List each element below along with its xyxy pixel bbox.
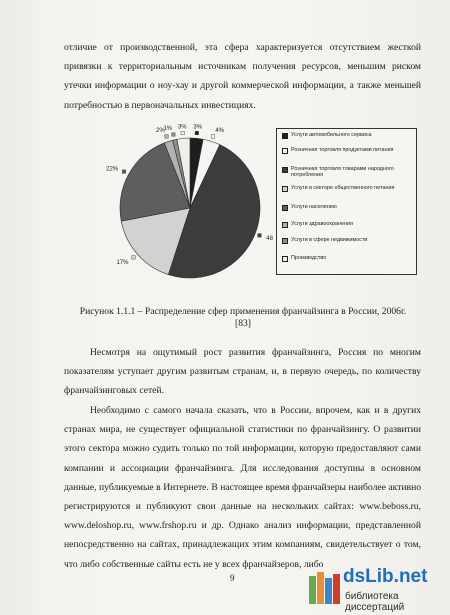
- paragraph-3: Необходимо с самого начала сказать, что в России, впрочем, как и в других странах мира, не существует официальной статистики по франчайзингу. О развитии этого сектора можно судить только по той информации, которую предоставляют сами компании и ассоциации франчайзинга. Для исследования доступны в основном данные, публикуемые в Интернете. В настоящее время франчайзеры наиболее активно регистрируются и публикуют свои данные на нескольких сайтах: www.beboss.ru, www.deloshop.ru, www.frshop.ru и др. Однако анализ информации, представленной непосредственно на сайтах, принадлежащих этим компаниям, свидетельствует о том, что либо собственные сайты есть не у всех франчайзеров, либо: [64, 405, 421, 570]
- books-logo-icon: [305, 566, 345, 606]
- legend-label-6: Услуги здравоохранения: [291, 221, 353, 227]
- legend-label-5: Услуги населению: [291, 204, 337, 210]
- legend-swatch-6: [282, 222, 288, 228]
- pie-label-marker-3: [258, 234, 262, 238]
- pie-label-marker-8: [181, 131, 185, 135]
- watermark-subtitle: библиотека диссертаций: [345, 591, 405, 613]
- figure-caption: Рисунок 1.1.1 – Распределение сфер применения франчайзинга в России, 2006г. [83]: [79, 306, 407, 329]
- pie-label-marker-1: [195, 131, 199, 135]
- pie-label-1: 3%: [193, 124, 203, 131]
- pie-label-4: 17%: [116, 260, 129, 267]
- pie-label-7: 1%: [163, 125, 173, 132]
- legend-label-4: Услуги в секторе общественного питания: [291, 185, 395, 191]
- pie-label-8: 3%: [177, 124, 187, 131]
- legend-label-2: Розничная торговля продуктами питания: [291, 147, 394, 153]
- paragraph-top: отличие от производственной, эта сфера характеризуется отсутствием жесткой привязки к территориальным источникам получения ресурсов, меньшим риском утечки информации о ноу-хау и другой коммерческой информации, а также меньшей потребностью в первоначальных инвестициях.: [64, 42, 421, 111]
- watermark: [305, 566, 445, 613]
- legend-swatch-2: [282, 148, 288, 154]
- watermark-brand: dsLib.net: [343, 566, 428, 587]
- pie-label-marker-4: [132, 256, 136, 260]
- legend-label-1: Услуги автомобильного сервиса: [291, 132, 372, 138]
- pie-label-3: 48: [266, 236, 273, 243]
- pie-label-marker-2: [211, 135, 215, 139]
- legend-swatch-3: [282, 167, 288, 173]
- pie-label-6: 2%: [155, 128, 165, 135]
- legend-label-8: Производство: [291, 255, 327, 261]
- legend-swatch-5: [282, 205, 288, 211]
- legend-swatch-4: [282, 186, 288, 192]
- legend-swatch-1: [282, 133, 288, 139]
- pie-label-2: 4%: [215, 128, 225, 135]
- legend-label-3: Розничная торговля товарами народного потребления: [291, 166, 394, 179]
- page-number: 9: [230, 573, 235, 583]
- paragraph-2: Несмотря на ощутимый рост развития франчайзинга, Россия по многим показателям уступает другим развитым странам, и, в первую очередь, по количеству франчайзинговых сетей.: [64, 347, 421, 397]
- pie-label-marker-5: [122, 170, 126, 174]
- legend-swatch-8: [282, 256, 288, 262]
- pie-label-5: 22%: [106, 166, 119, 173]
- legend-swatch-7: [282, 238, 288, 244]
- legend-label-7: Услуги в сфере недвижимости: [291, 237, 368, 243]
- chart-legend: [276, 128, 417, 275]
- pie-label-marker-7: [172, 133, 176, 137]
- pie-label-marker-6: [165, 135, 169, 139]
